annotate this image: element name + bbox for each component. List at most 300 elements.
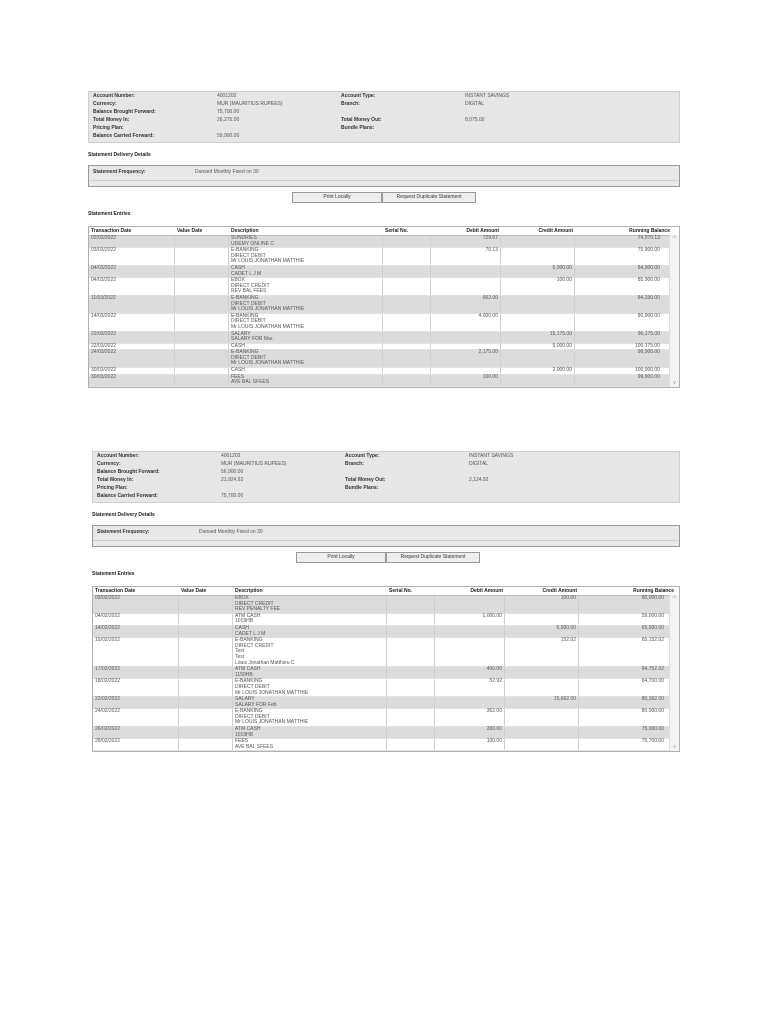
description-line: E-BANKING xyxy=(235,637,263,644)
value-date xyxy=(175,248,229,265)
table-row[interactable] xyxy=(89,248,679,266)
account-field-value: 21,924.92 xyxy=(221,477,244,483)
description-line: REV BAL FEES xyxy=(231,288,267,295)
delivery-details-title: Statement Delivery Details xyxy=(88,152,151,158)
serial-number xyxy=(387,614,435,625)
account-summary-row xyxy=(93,493,679,500)
serial-number xyxy=(383,278,431,295)
serial-number xyxy=(387,739,435,750)
account-summary-row xyxy=(89,109,679,116)
serial-number xyxy=(383,248,431,265)
running-balance: 64,700.00 xyxy=(641,678,664,685)
statement-frequency-value: Dunsed Monthly Fixed on 30 xyxy=(199,529,263,535)
debit-amount xyxy=(431,368,501,374)
transaction-date: 03/02/2022 xyxy=(93,596,179,613)
credit-amount xyxy=(501,236,575,247)
account-summary-row xyxy=(89,101,679,108)
value-date xyxy=(179,679,233,696)
account-field-label: Total Money Out: xyxy=(345,477,386,483)
description-line: DIRECT DEBIT xyxy=(231,354,266,361)
debit-amount: 70.13 xyxy=(431,248,501,265)
chevron-down-icon[interactable]: ˅ xyxy=(672,745,677,752)
account-field-label: Bundle Plans: xyxy=(345,485,379,491)
transaction-date: 22/03/2022 xyxy=(89,332,175,343)
description-line: EBOX xyxy=(235,595,249,601)
running-balance: 100,175.00 xyxy=(634,342,660,349)
serial-number xyxy=(387,679,435,696)
account-field-label: Balance Carried Forward: xyxy=(97,493,158,499)
description xyxy=(229,266,383,277)
serial-number xyxy=(383,266,431,277)
credit-amount xyxy=(505,709,579,726)
description xyxy=(233,614,387,625)
description-line: DIRECT DEBIT xyxy=(231,300,266,307)
value-date xyxy=(175,332,229,343)
description-line: Mr LOUIS JONATHAN MATTHIE xyxy=(231,258,305,265)
account-summary-row xyxy=(89,125,679,132)
table-row[interactable] xyxy=(93,697,679,709)
transaction-date: 26/02/2022 xyxy=(93,727,179,738)
running-balance: 65,000.00 xyxy=(641,624,664,631)
transaction-date: 02/03/2022 xyxy=(89,236,175,247)
running-balance: 75,000.00 xyxy=(641,726,664,733)
description-line: FEES xyxy=(235,738,249,745)
account-field-label: Balance Brought Forward: xyxy=(97,469,160,475)
serial-number xyxy=(387,667,435,678)
account-summary xyxy=(88,91,680,143)
request-duplicate-statement-button[interactable]: Request Duplicate Statement xyxy=(382,192,476,203)
credit-amount xyxy=(505,679,579,696)
value-date xyxy=(175,344,229,350)
account-field-value: INSTANT SAVINGS xyxy=(465,93,510,99)
value-date xyxy=(179,709,233,726)
running-balance: 84,900.00 xyxy=(637,264,660,271)
running-balance: 85,900.00 xyxy=(637,277,660,284)
table-scrollbar[interactable] xyxy=(669,235,679,387)
account-field-value: DIGITAL xyxy=(469,461,489,467)
description xyxy=(233,679,387,696)
debit-amount: 100.00 xyxy=(435,739,505,750)
credit-amount xyxy=(505,667,579,678)
statement-frequency-box xyxy=(88,165,680,187)
account-field-label: Pricing Plan: xyxy=(93,125,124,131)
column-header[interactable]: Description xyxy=(235,588,263,594)
description xyxy=(229,314,383,331)
table-row[interactable] xyxy=(89,368,679,375)
description-line: CADET L J M xyxy=(235,630,266,637)
statement-panel-1 xyxy=(88,91,680,388)
description-line: CADET L J M xyxy=(231,270,262,277)
description xyxy=(229,368,383,374)
description-line: SALARY FOR Mar. xyxy=(231,336,274,343)
serial-number xyxy=(383,236,431,247)
credit-amount xyxy=(501,375,575,386)
value-date xyxy=(175,236,229,247)
transaction-date: 28/02/2022 xyxy=(93,739,179,750)
description-line: SALARY FOR Feb xyxy=(235,701,277,708)
column-header[interactable]: Debit Amount xyxy=(470,588,503,594)
account-field-value: 26,275.00 xyxy=(217,117,240,123)
description-line: Test xyxy=(235,648,245,655)
description-line: DIRECT DEBIT xyxy=(235,713,270,720)
statement-frequency-label: Statement Frequency: xyxy=(93,169,146,175)
statement-actions xyxy=(92,552,680,562)
transaction-date: 24/02/2022 xyxy=(93,709,179,726)
transaction-date: 22/03/2022 xyxy=(89,344,175,350)
description xyxy=(229,296,383,313)
value-date xyxy=(179,667,233,678)
credit-amount xyxy=(501,296,575,313)
account-field-label: Account Number: xyxy=(93,93,135,99)
running-balance: 59,000.00 xyxy=(641,612,664,619)
account-field-value: INSTANT SAVINGS xyxy=(469,453,514,459)
column-header[interactable]: Debit Amount xyxy=(466,228,499,234)
column-header[interactable]: Serial No. xyxy=(385,228,409,234)
account-field-value: DIGITAL xyxy=(465,101,485,107)
debit-amount xyxy=(431,278,501,295)
account-field-label: Account Number: xyxy=(97,453,139,459)
account-summary xyxy=(92,451,680,503)
running-balance: 80,900.00 xyxy=(637,312,660,319)
credit-amount: 15,662.00 xyxy=(505,697,579,708)
table-row[interactable] xyxy=(93,596,679,614)
column-header[interactable]: Running Balance xyxy=(629,228,670,234)
account-field-value: 4001202 xyxy=(217,93,237,99)
account-field-value: MUR (MAURITIUS RUPEES) xyxy=(217,101,283,107)
description-line: DIRECT CREDIT xyxy=(235,600,274,607)
transaction-date: 11/03/2022 xyxy=(89,296,175,313)
description-line: E-BANKING xyxy=(231,247,259,254)
transaction-date: 14/03/2022 xyxy=(89,314,175,331)
credit-amount: 5,000.00 xyxy=(501,266,575,277)
value-date xyxy=(179,727,233,738)
description-line: SALARY xyxy=(231,330,251,337)
description-line: E-BANKING xyxy=(235,678,263,685)
description-line: CASH xyxy=(231,342,245,349)
credit-amount: 100.00 xyxy=(501,278,575,295)
description-line: 1150HB xyxy=(235,671,253,678)
credit-amount xyxy=(505,739,579,750)
description-line: E-BANKING xyxy=(231,294,259,301)
description-line: 1019HB xyxy=(235,618,254,625)
transaction-date: 30/03/2022 xyxy=(89,375,175,386)
chevron-up-icon[interactable]: ˄ xyxy=(672,595,677,601)
transaction-date: 15/02/2022 xyxy=(93,638,179,666)
chevron-down-icon[interactable]: ˅ xyxy=(672,380,677,387)
debit-amount: 200.00 xyxy=(435,727,505,738)
serial-number xyxy=(383,350,431,367)
description-line: Louis Jonathan Matthieu C xyxy=(235,659,295,666)
account-summary-row xyxy=(89,117,679,124)
description-line: 1019HB xyxy=(235,731,254,738)
statement-panel-2 xyxy=(92,451,680,752)
column-header[interactable]: Credit Amount xyxy=(542,588,577,594)
table-row[interactable] xyxy=(89,314,679,332)
column-header[interactable]: Running Balance xyxy=(633,588,674,594)
print-locally-button[interactable]: Print Locally xyxy=(296,552,386,563)
debit-amount xyxy=(435,626,505,637)
description xyxy=(233,596,387,613)
account-field-value: 56,900.00 xyxy=(221,469,244,475)
running-balance: 100,900.00 xyxy=(634,367,660,374)
debit-amount xyxy=(431,332,501,343)
statement-frequency-label: Statement Frequency: xyxy=(97,529,150,535)
description xyxy=(233,626,387,637)
value-date xyxy=(175,266,229,277)
debit-amount: 100.00 xyxy=(431,375,501,386)
credit-amount xyxy=(505,727,579,738)
description-line: E-BANKING xyxy=(231,349,259,356)
transaction-date: 24/03/2022 xyxy=(89,350,175,367)
account-summary-row xyxy=(93,461,679,468)
table-row[interactable] xyxy=(89,344,679,351)
description-line: Test xyxy=(235,653,245,660)
description-line: SUNDRIES xyxy=(231,235,257,241)
serial-number xyxy=(387,709,435,726)
serial-number xyxy=(387,727,435,738)
description-line: CASH xyxy=(231,264,245,271)
column-header[interactable]: Description xyxy=(231,228,259,234)
table-body xyxy=(89,236,679,387)
running-balance: 65,152.92 xyxy=(641,637,664,644)
column-header[interactable]: Value Date xyxy=(181,588,207,594)
table-row[interactable] xyxy=(93,709,679,727)
running-balance: 96,175.00 xyxy=(637,330,660,337)
account-field-label: Currency: xyxy=(93,101,117,107)
value-date xyxy=(175,278,229,295)
debit-amount: 52.92 xyxy=(435,679,505,696)
description-line: Mr LOUIS JONATHAN MATTHIE xyxy=(231,360,305,367)
table-header xyxy=(93,587,679,596)
account-summary-row xyxy=(89,133,679,140)
column-header[interactable]: Value Date xyxy=(177,228,203,234)
running-balance: 98,900.00 xyxy=(637,349,660,356)
value-date xyxy=(179,626,233,637)
description-line: E-BANKING xyxy=(231,312,259,319)
statement-entries-title: Statement Entries xyxy=(88,211,131,217)
description xyxy=(233,667,387,678)
credit-amount: 2,000.00 xyxy=(501,368,575,374)
credit-amount xyxy=(501,314,575,331)
column-header[interactable]: Transaction Date xyxy=(95,588,136,594)
table-scrollbar[interactable] xyxy=(669,595,679,751)
credit-amount xyxy=(501,350,575,367)
description-line: DIRECT DEBIT xyxy=(235,683,270,690)
account-field-value: 59,900.00 xyxy=(217,133,240,139)
account-field-value: 4001202 xyxy=(221,453,241,459)
statement-frequency-box xyxy=(92,525,680,547)
description-line: DIRECT CREDIT xyxy=(231,282,270,289)
request-duplicate-statement-button[interactable]: Request Duplicate Statement xyxy=(386,552,480,563)
description-line: DIRECT CREDIT xyxy=(235,642,274,649)
account-field-label: Branch: xyxy=(345,461,364,467)
description-line: AVE BAL SFEES xyxy=(235,743,274,750)
chevron-up-icon[interactable]: ˄ xyxy=(672,235,677,241)
transaction-date: 18/02/2022 xyxy=(93,679,179,696)
account-field-value: MUR (MAURITIUS RUPEES) xyxy=(221,461,287,467)
running-balance: 74,970.13 xyxy=(637,235,660,241)
column-header[interactable]: Transaction Date xyxy=(91,228,132,234)
account-summary-row xyxy=(93,469,679,476)
credit-amount xyxy=(501,248,575,265)
credit-amount: 100.00 xyxy=(505,596,579,613)
description xyxy=(229,236,383,247)
table-row[interactable] xyxy=(93,739,679,751)
running-balance: 99,900.00 xyxy=(637,373,660,380)
debit-amount: 2,175.00 xyxy=(431,350,501,367)
description xyxy=(233,739,387,750)
description-line: CASH xyxy=(235,624,249,631)
credit-amount xyxy=(505,614,579,625)
table-row[interactable] xyxy=(89,332,679,344)
description-line: Mr LOUIS JONATHAN MATTHIE xyxy=(235,689,309,696)
debit-amount: 662.00 xyxy=(431,296,501,313)
table-row[interactable] xyxy=(93,614,679,626)
account-field-value: 75,700.00 xyxy=(221,493,244,499)
description xyxy=(229,332,383,343)
transaction-date: 17/02/2022 xyxy=(93,667,179,678)
credit-amount: 5,000.00 xyxy=(501,344,575,350)
description-line: Mr LOUIS JONATHAN MATTHIE xyxy=(231,323,305,330)
table-row[interactable] xyxy=(89,296,679,314)
statement-actions xyxy=(88,192,680,202)
description-line: ATM CASH xyxy=(235,666,261,673)
transaction-date: 30/03/2022 xyxy=(89,368,175,374)
running-balance: 60,000.00 xyxy=(641,595,664,601)
description-line: E-BANKING xyxy=(235,708,263,715)
serial-number xyxy=(383,344,431,350)
description xyxy=(233,709,387,726)
account-summary-row xyxy=(93,477,679,484)
description-line: REV PENALTY FEE xyxy=(235,606,281,613)
description-line: SALARY xyxy=(235,696,255,703)
debit-amount: 362.00 xyxy=(435,709,505,726)
description-line: Mr LOUIS JONATHAN MATTHIE xyxy=(231,306,305,313)
account-field-label: Total Money Out: xyxy=(341,117,382,123)
column-header[interactable]: Credit Amount xyxy=(538,228,573,234)
value-date xyxy=(175,296,229,313)
transaction-date: 04/03/2022 xyxy=(89,266,175,277)
debit-amount xyxy=(431,266,501,277)
table-header xyxy=(89,227,679,236)
serial-number xyxy=(383,296,431,313)
table-row[interactable] xyxy=(93,667,679,679)
serial-number xyxy=(387,626,435,637)
debit-amount: 729.67 xyxy=(431,236,501,247)
statement-entries-title: Statement Entries xyxy=(92,571,135,577)
description xyxy=(229,278,383,295)
debit-amount xyxy=(435,638,505,666)
running-balance: 80,000.00 xyxy=(641,708,664,715)
description xyxy=(229,375,383,386)
table-row[interactable] xyxy=(93,727,679,739)
account-field-label: Account Type: xyxy=(345,453,380,459)
credit-amount: 152.92 xyxy=(505,638,579,666)
description xyxy=(233,697,387,708)
credit-amount: 15,175.00 xyxy=(501,332,575,343)
account-summary-row xyxy=(93,485,679,492)
table-row[interactable] xyxy=(89,236,679,248)
value-date xyxy=(179,638,233,666)
value-date xyxy=(179,614,233,625)
serial-number xyxy=(383,314,431,331)
account-field-label: Balance Brought Forward: xyxy=(93,109,156,115)
statement-entries-table xyxy=(88,226,680,388)
value-date xyxy=(179,739,233,750)
description-line: Mr LOUIS JONATHAN MATTHIE xyxy=(235,719,309,726)
debit-amount: 4,000.00 xyxy=(431,314,501,331)
serial-number xyxy=(383,375,431,386)
description-line: UDEMY ONLINE C xyxy=(231,240,274,247)
table-row[interactable] xyxy=(89,278,679,296)
column-header[interactable]: Serial No. xyxy=(389,588,413,594)
account-field-value: 8,075.00 xyxy=(465,117,485,123)
table-row[interactable] xyxy=(93,638,679,667)
table-row[interactable] xyxy=(89,266,679,278)
statement-frequency-value: Dunsed Monthly Fixed on 30 xyxy=(195,169,259,175)
description-line: DIRECT DEBIT xyxy=(231,318,266,325)
running-balance: 84,330.00 xyxy=(637,294,660,301)
description-line: AVE BAL SFEES xyxy=(231,379,270,386)
account-field-label: Account Type: xyxy=(341,93,376,99)
account-summary-row xyxy=(89,93,679,100)
table-row[interactable] xyxy=(89,350,679,368)
transaction-date: 04/03/2022 xyxy=(89,278,175,295)
serial-number xyxy=(383,332,431,343)
transaction-date: 14/02/2022 xyxy=(93,626,179,637)
account-field-label: Pricing Plan: xyxy=(97,485,128,491)
debit-amount xyxy=(435,596,505,613)
serial-number xyxy=(387,697,435,708)
account-field-label: Balance Carried Forward: xyxy=(93,133,154,139)
value-date xyxy=(175,350,229,367)
transaction-date: 03/03/2022 xyxy=(89,248,175,265)
description xyxy=(233,727,387,738)
serial-number xyxy=(387,638,435,666)
statement-entries-table xyxy=(92,586,680,752)
account-field-label: Branch: xyxy=(341,101,360,107)
running-balance: 75,700.00 xyxy=(641,738,664,745)
table-row[interactable] xyxy=(89,375,679,387)
account-field-label: Total Money In: xyxy=(93,117,130,123)
table-row[interactable] xyxy=(93,679,679,697)
description-line: ATM CASH xyxy=(235,726,261,733)
debit-amount: 400.00 xyxy=(435,667,505,678)
frequency-row xyxy=(93,526,679,541)
description-line: ATM CASH xyxy=(235,612,261,619)
account-summary-row xyxy=(93,453,679,460)
running-balance: 80,362.00 xyxy=(641,696,664,703)
transaction-date: 22/02/2022 xyxy=(93,697,179,708)
account-field-value: 75,700.00 xyxy=(217,109,240,115)
frequency-row xyxy=(89,166,679,181)
running-balance: 75,900.00 xyxy=(637,247,660,254)
description-line: EBOX xyxy=(231,277,245,284)
description xyxy=(229,248,383,265)
print-locally-button[interactable]: Print Locally xyxy=(292,192,382,203)
running-balance: 64,752.92 xyxy=(641,666,664,673)
delivery-details-title: Statement Delivery Details xyxy=(92,512,155,518)
credit-amount: 5,000.00 xyxy=(505,626,579,637)
description xyxy=(233,638,387,666)
account-field-label: Currency: xyxy=(97,461,121,467)
table-row[interactable] xyxy=(93,626,679,638)
debit-amount xyxy=(435,697,505,708)
description xyxy=(229,350,383,367)
account-field-label: Bundle Plans: xyxy=(341,125,375,131)
value-date xyxy=(175,375,229,386)
value-date xyxy=(175,314,229,331)
